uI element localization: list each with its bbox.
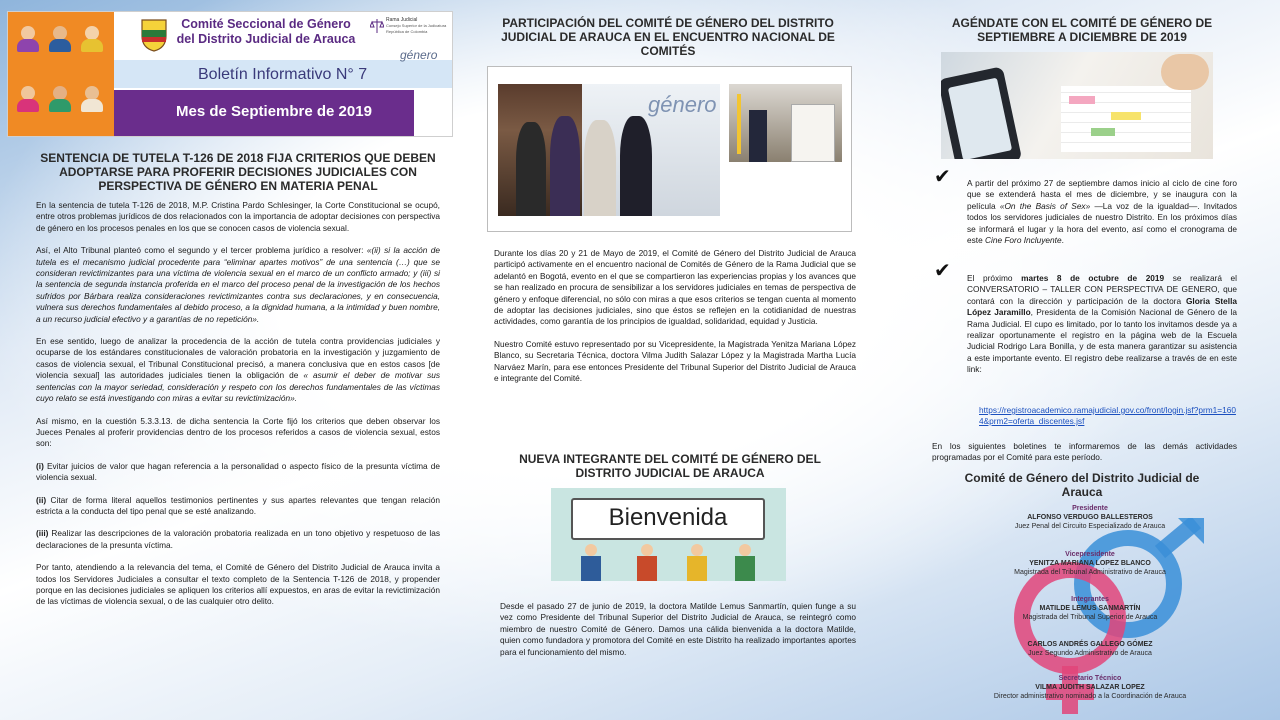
member-name: VILMA JUDITH SALAZAR LOPEZ	[1035, 684, 1145, 691]
member-name: MATILDE LEMUS SANMARTÍN	[1039, 605, 1141, 612]
farmer-avatar-icon	[80, 86, 104, 112]
committee-title: Comité Seccional de Género del Distrito Judicial de Arauca	[176, 17, 356, 46]
bulletin-month: Mes de Septiembre de 2019	[176, 103, 372, 120]
criterion-i-text: Evitar juicios de valor que hagan referencia a la personalidad o aspecto físico de la presunta víctima de violencia sexual.	[36, 460, 440, 483]
welcome-word: Bienvenida	[608, 504, 728, 531]
cine-foro-name: Cine Foro Incluyente	[985, 235, 1062, 246]
arauca-shield-icon	[140, 18, 168, 52]
agenda-item-2-part: , Presidenta de la Comisión Nacional de Género de la Rama Judicial. El cupo es limitado, por lo tanto los invitamos desde ya a realizar oportunamente el registro en la página web de la Escuela Judicial Rodrigo Lara Bonilla, y de esta manera garantizar su asistencia a este importante evento. El registro debe realizarse a través de en este link:	[967, 307, 1237, 375]
agenda-item-1-text	[967, 178, 1237, 246]
member-role: Secretario Técnico	[1058, 675, 1122, 682]
student-avatar-icon	[80, 26, 104, 52]
bienvenida-image	[551, 488, 786, 581]
tutela-p2-quote: «(ii) si la acción de tutela es el mecanismo judicial procedente para “eliminar apartes motivos” de una sentencia (…) que se consideran revictimizantes para una víctima de violencia sexual en el marco de un conflicto armado; y (iii) si la sentencia de segunda instancia proferida en el marco del proceso penal de la investigación de los hechos sufridos por Bárbara realiza consideraciones revictimizantes contra sus declaraciones, y en consecuencia, vulnera sus derechos fundamentales al debido proceso, a la dignidad humana, a la intimidad y buen nombre, a un recurso judicial efectivo y a garantías de no repetición».	[36, 245, 441, 324]
encuentro-p1: Durante los días 20 y 21 de Mayo de 2019, el Comité de Género del Distrito Judicial de Arauca participó activamente en el encuentro nacional de Comités de Género de la Rama Judicial que se adelantó en Bogotá, evento en el que se compartieron las experiencias propias y los avances que se han realizado en procura de sensibilizar a los servidores judiciales en temas de perspectiva de género y enfoque diferencial, no sólo con miras a que esos criterios se tengan cuenta al momento de adoptar las decisiones judiciales, sino que éstos se reflejen en la cotidianidad de nuestras actividades, como garantía de los principios de igualdad, solidaridad, equidad y Justicia.	[494, 248, 856, 327]
calendar-mark	[1091, 128, 1115, 136]
member-secretary	[980, 674, 1200, 701]
person-body	[581, 556, 601, 581]
logo-genero-word: género	[400, 48, 438, 62]
criterion-iii	[36, 528, 440, 551]
tutela-p2	[36, 245, 440, 325]
encuentro-heading: PARTICIPACIÓN DEL COMITÉ DE GÉNERO DEL DISTRITO JUDICIAL DE ARAUCA EN EL ENCUENTRO NACIONAL DE COMITÉS	[501, 16, 835, 58]
speaker-name: Gloria Stella López Jaramillo	[967, 295, 1237, 318]
agenda-item-2-part: El próximo	[967, 273, 1022, 283]
tutela-p3-quote: « asumir el deber de motivar sus sentencias con la mayor seriedad, consideración y respeto con los derechos fundamentales de las víctimas cuyo relato se está investigando con miras a evitar su revictimización».	[36, 370, 441, 404]
member-president	[990, 504, 1190, 531]
agenda-item-2	[967, 273, 1237, 376]
hand-shape	[1161, 54, 1209, 90]
criterion-iii-text: Realizar las descripciones de la valoración probatoria realizada en un tono objetivo y respetuoso de las declaraciones de la presunta víctima.	[36, 528, 440, 550]
girl-avatar-icon	[16, 86, 40, 112]
movie-title: «On the Basis of Sex»	[999, 200, 1091, 211]
avatars-panel	[8, 12, 114, 136]
member-name: YENITZA MARIANA LOPEZ BLANCO	[1029, 560, 1151, 567]
tutela-article	[36, 200, 440, 608]
event-date: martes 8 de octubre de 2019	[1021, 273, 1165, 283]
person-head	[739, 544, 751, 556]
bulletin-banner	[7, 11, 453, 137]
tutela-p3	[36, 336, 440, 404]
person-head	[585, 544, 597, 556]
tutela-p3-text: En ese sentido, luego de analizar la procedencia de la acción de tutela contra providencias judiciales y ocuparse de los estándares constitucionales de valoración probatoria en la investigación y juzgamiento de casos de violencia sexual, el Tribunal Constitucional precisó, a manera conclusiva que en estos casos [de violencia sexual] las autoridades judiciales tienen la obligación de	[36, 336, 440, 381]
person-head	[641, 544, 653, 556]
bulletin-number: Boletín Informativo N° 7	[198, 66, 368, 83]
nueva-integrante-p1: Desde el pasado 27 de junio de 2019, la doctora Matilde Lemus Sanmartín, quien funge a su vez como Presidente del Tribunal Superior del Distrito Judicial de Arauca, se reintegró como miembro de nuestro Comité de Género. Damos una cálida bienvenida a la doctora Matilde, quien como fundadora y promotora del Comité en este Distrito ha realizado importantes aportes para el funcionamiento del mismo.	[500, 601, 856, 657]
person-head	[691, 544, 703, 556]
member-role: Vicepresidente	[1065, 551, 1115, 558]
committee-photo	[498, 84, 720, 216]
criterion-ii-text: Citar de forma literal aquellos testimonios pertinentes y sus apartes relevantes que tengan relación estricta a la conducta del tipo penal que se esté analizando.	[36, 494, 440, 516]
member-name: CARLOS ANDRÉS GALLEGO GÓMEZ	[1027, 641, 1153, 648]
logo-text-3: República de Colombia	[386, 29, 428, 34]
member-vicepresident	[990, 550, 1190, 577]
balance-icon	[370, 18, 384, 34]
checkmark-icon: ✔	[934, 166, 951, 188]
person-body	[687, 556, 707, 581]
calendar-mark	[1111, 112, 1141, 120]
agenda-item-1	[967, 178, 1237, 246]
doctor-avatar-icon	[48, 86, 72, 112]
person-silhouette	[584, 120, 616, 216]
flag-shape	[737, 94, 741, 154]
agenda-heading: AGÉNDATE CON EL COMITÉ DE GÉNERO DE SEPTIEMBRE A DICIEMBRE DE 2019	[951, 16, 1213, 44]
agenda-closing	[932, 441, 1237, 464]
member-integrante-2	[990, 640, 1190, 658]
person-silhouette	[620, 116, 652, 216]
woman-avatar-icon	[16, 26, 40, 52]
encuentro-article	[494, 248, 856, 384]
member-role: Integrantes	[1071, 596, 1109, 603]
agenda-item-1-part: .	[1061, 235, 1064, 246]
criterion-ii-label: (ii)	[36, 494, 47, 505]
worker-avatar-icon	[48, 26, 72, 52]
agenda-closing-text: En los siguientes boletines te informaremos de las demás actividades programadas por el Comité para este período.	[932, 441, 1237, 463]
logo-text-1: Rama Judicial	[386, 17, 418, 23]
member-role: Presidente	[1072, 505, 1108, 512]
checkmark-icon: ✔	[934, 260, 951, 282]
encuentro-p2: Nuestro Comité estuvo representado por su Vicepresidente, la Magistrada Yenitza Mariana López Blanco, su Secretaria Técnica, doctora Vilma Judith Salazar López y la Magistrada Martha Lucía Narváez Marín, para ese entonces Presidente del Tribunal Superior del Distrito Judicial de Arauca e integrante del Comité.	[494, 338, 856, 384]
person-body	[637, 556, 657, 581]
agenda-item-1-part: A partir del próximo 27 de septiembre damos inicio al ciclo de cine foro que se extenderá hasta el mes de diciembre, y se inaugura con la película	[967, 178, 1237, 211]
person-silhouette	[550, 116, 580, 216]
photo-genero-word: género	[648, 92, 717, 117]
event-stage-photo	[729, 84, 842, 162]
nueva-integrante-article	[500, 601, 856, 658]
banner-stand-shape	[791, 104, 835, 162]
member-position: Juez Segundo Administrativo de Arauca	[1028, 650, 1152, 657]
member-position: Juez Penal del Circuito Especializado de Arauca	[1014, 523, 1166, 530]
tutela-p5: Por tanto, atendiendo a la relevancia del tema, el Comité de Género del Distrito Judicial de Arauca invita a todos los Servidores Judiciales a consultar el texto completo de la Sentencia T-126 de 2018, y propender porque en las decisiones judiciales se apliquen los criterios allí expuestos, en aras de evitar la revictimización de las víctimas de violencia sexual, o de las cualquier otro delito.	[36, 562, 440, 607]
nueva-integrante-heading: NUEVA INTEGRANTE DEL COMITÉ DE GÉNERO DEL DISTRITO JUDICIAL DE ARAUCA	[519, 452, 821, 480]
agenda-item-2-part: se realizará el CONVERSATORIO – TALLER CON PERSPECTIVA DE GENERO, que contará con la dirección y participación de la doctora	[967, 273, 1237, 306]
calendar-mark	[1069, 96, 1095, 104]
agenda-item-2-text	[967, 273, 1237, 376]
member-integrante-1	[990, 595, 1190, 622]
podium-shape	[749, 110, 767, 162]
person-body	[735, 556, 755, 581]
rama-judicial-logo	[370, 16, 450, 76]
member-position: Director administrativo nominado a la Coordinación de Arauca	[993, 693, 1187, 700]
criterion-iii-label: (iii)	[36, 528, 49, 539]
agenda-image	[941, 52, 1213, 159]
agenda-item-1-part: —La voz de la igualdad—. Invitados todos los servidores judiciales de nuestro Distrito. En los próximos días se informará el lugar y la hora del evento, así como el cronograma de este	[967, 200, 1238, 246]
registration-link[interactable]: https://registroacademico.ramajudicial.gov.co/front/login.jsf?prm1=1604&prm2=oferta_discentes.jsf	[979, 405, 1236, 426]
person-silhouette	[516, 122, 546, 216]
member-name: ALFONSO VERDUGO BALLESTEROS	[1027, 514, 1153, 521]
tutela-p1: En la sentencia de tutela T-126 de 2018, M.P. Cristina Pardo Schlesinger, la Corte Constitucional se ocupó, entre otros problemas jurídicos de dos relacionados con la importancia de adoptar decisiones con perspectiva de género en los procesos penales en los que se conocen casos de violencia sexual.	[36, 200, 441, 233]
member-position: Magistrada del Tribunal Superior de Arauca	[1022, 614, 1158, 621]
tutela-p4: Así mismo, en la cuestión 5.3.3.13. de dicha sentencia la Corte fijó los criterios que deben observar los Jueces Penales al proferir providencias dentro de los procesos referidos a casos de violencia sexual, estos son:	[36, 415, 440, 449]
member-position: Magistrada del Tribunal Administrativo de Arauca	[1014, 569, 1166, 576]
criterion-ii	[36, 495, 440, 518]
committee-heading: Comité de Género del Distrito Judicial de Arauca	[964, 471, 1200, 499]
logo-text-2: Consejo Superior de la Judicatura	[386, 23, 447, 28]
criterion-i-label: (i)	[36, 460, 44, 471]
tutela-heading: SENTENCIA DE TUTELA T-126 DE 2018 FIJA CRITERIOS QUE DEBEN ADOPTARSE PARA PROFERIR DECISIONES JUDICIALES CON PERSPECTIVA DE GÉNERO EN MATERIA PENAL	[40, 151, 436, 193]
tutela-p2-text: Así, el Alto Tribunal planteó como el segundo y el tercer problema jurídico a resolver:	[36, 245, 367, 256]
criterion-i	[36, 461, 440, 484]
